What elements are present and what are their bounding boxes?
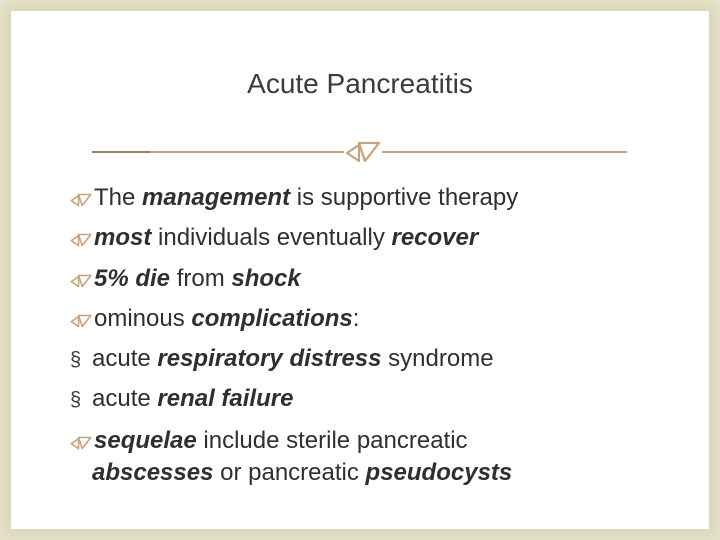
arrow-bullet-icon [70,268,92,296]
bullet-text: include sterile pancreatic [196,427,468,454]
bullet-text: syndrome [381,345,494,372]
bullet-text: is supportive therapy [290,184,519,211]
emphasis-text: pseudocysts [365,459,513,486]
bullet-continuation [92,459,512,487]
square-bullet-icon: § [70,349,82,371]
bullet-text: individuals eventually [151,224,392,251]
emphasis-text: complications [191,305,353,332]
arrow-bullet-icon [70,187,92,215]
bullet-item [70,385,293,414]
emphasis-text: shock [231,265,301,292]
emphasis-text: 5% die [94,265,171,292]
bullet-item [70,224,478,255]
emphasis-text: abscesses [92,459,214,486]
arrow-bullet-icon [70,227,92,255]
square-bullet-icon: § [70,389,82,411]
emphasis-text: sequelae [94,427,197,454]
bullet-text: acute [92,345,158,372]
bullet-text: or pancreatic [213,459,366,486]
slide-title: Acute Pancreatitis [247,68,473,99]
arrow-bullet-icon [70,430,92,458]
bullet-item [70,305,359,336]
emphasis-text: respiratory distress [157,345,382,372]
bullet-text: acute [92,385,158,412]
emphasis-text: recover [391,224,479,251]
emphasis-text: most [94,224,152,251]
emphasis-text: renal failure [157,385,294,412]
bullet-text: ominous [94,305,192,332]
bullet-item [70,184,518,215]
bullet-text: : [352,305,360,332]
bullet-text: from [170,265,232,292]
bullet-item [70,345,494,374]
bullet-item [70,265,301,296]
emphasis-text: management [142,184,291,211]
bullet-item [70,427,468,458]
arrow-bullet-icon [70,308,92,336]
bullet-text: The [94,184,143,211]
